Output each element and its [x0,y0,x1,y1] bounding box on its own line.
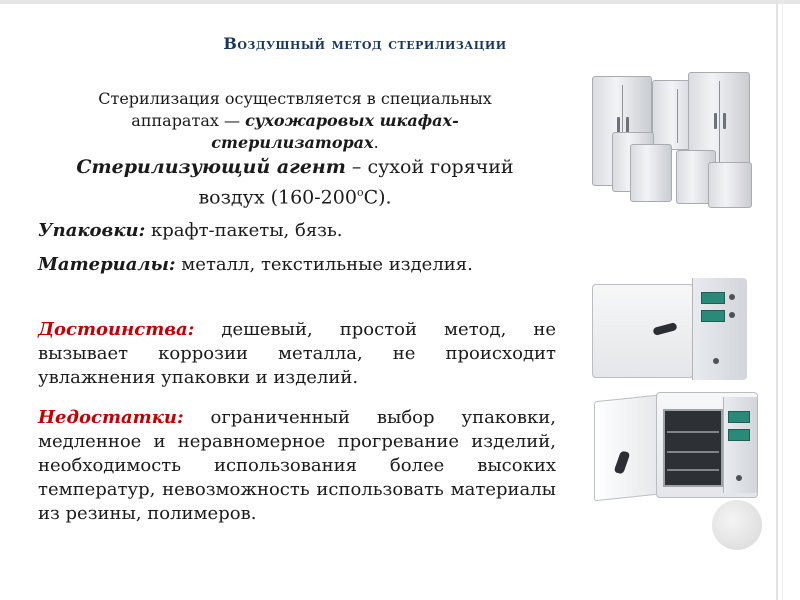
control-panel [723,397,757,493]
oven-door [592,284,694,378]
knob-icon [729,294,735,300]
intro-line-1: Стерилизация осуществляется в специальных [98,89,492,108]
door-handle-icon [614,450,631,474]
oven-housing [656,392,758,498]
materials-label: Материалы: [38,254,176,275]
materials-text: металл, текстильные изделия. [175,254,473,275]
intro-line-3-end: . [373,133,379,152]
small-cabinet-2 [630,144,672,202]
intro-line-2-text: аппаратах — [131,111,246,130]
agent-temp-b: С). [363,186,392,209]
packaging-paragraph [38,219,556,243]
materials-paragraph [38,253,556,277]
advantages-label: Достоинства: [38,319,195,340]
slide-title: Воздушный метод стерилизации [223,34,507,53]
display-icon [701,292,725,304]
knob-icon [729,312,735,318]
agent-temp-a: воздух (160-200 [198,186,357,209]
intro-term-cabinets: сухожаровых шкафах- [245,111,459,130]
advantages-paragraph [38,318,556,390]
open-dry-heat-sterilizer-photo [592,388,760,500]
knob-icon [736,475,742,481]
control-panel [692,278,747,380]
open-door [594,395,658,502]
sterilizer-cabinets-group-photo [590,70,770,210]
oven-chamber [663,409,723,487]
slide-right-border-thin [782,0,783,600]
small-cabinet-4 [708,162,752,208]
degree-sign: о [356,186,364,199]
disadvantages-paragraph [38,406,556,526]
agent-text: – сухой горячий [345,156,514,178]
intro-paragraph [45,88,545,210]
disadvantages-text: ограниченный выбор упаковки, медленное и неравномерное прогревание изделий, необходимость использования более высоких температур, невозможность использовать материалы из резины, полимеров. [38,407,556,524]
packaging-text: крафт-пакеты, бязь. [145,220,343,241]
closed-dry-heat-sterilizer-photo [592,268,750,386]
knob-icon [713,358,719,364]
disadvantages-label: Недостатки: [38,407,184,428]
intro-term-sterilizers: стерилизаторах [211,133,374,152]
advantages-text: дешевый, простой метод, не вызывает коррозии металла, не происходит увлажнения упаковки и изделий. [38,319,556,388]
slide-right-border [776,0,778,600]
decorative-circle [712,500,762,550]
slide-top-border [0,0,800,4]
display-icon [701,310,725,322]
agent-label: Стерилизующий агент [76,156,346,178]
display-icon [728,411,750,423]
display-icon [728,429,750,441]
door-handle-icon [652,322,677,336]
packaging-label: Упаковки: [38,220,146,241]
